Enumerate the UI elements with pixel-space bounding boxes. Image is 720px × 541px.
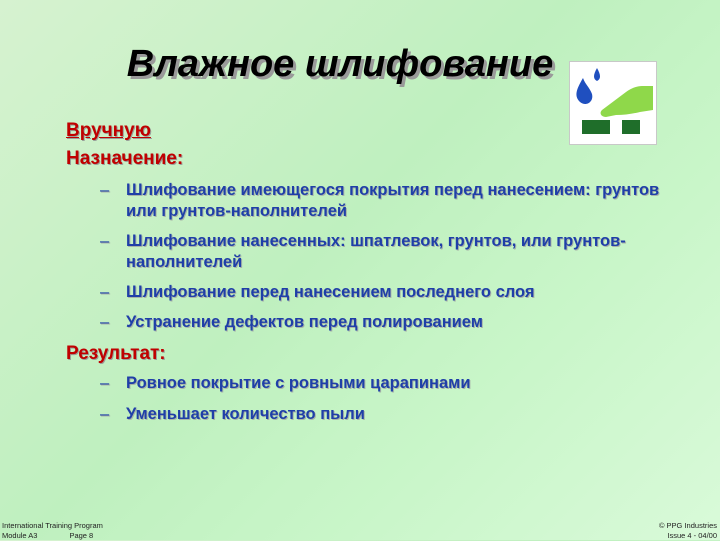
bullet-dash: – xyxy=(100,232,110,250)
water-drop-small-icon xyxy=(594,68,600,81)
list-item: – Шлифование перед нанесением последнего слоя xyxy=(100,283,535,301)
footer-left xyxy=(2,521,103,541)
bullet-dash: – xyxy=(100,374,110,392)
section-heading-manual: Вручную xyxy=(66,120,151,141)
slide-content xyxy=(66,120,666,425)
bullet-dash: – xyxy=(100,283,110,301)
list-item: – Устранение дефектов перед полированием xyxy=(100,313,483,331)
list-item: – Шлифование имеющегося покрытия перед нанесением: грунтов или грунтов-наполнителей xyxy=(100,181,660,220)
bullet-dash: – xyxy=(100,313,110,331)
footer-issue: Issue 4 - 04/00 xyxy=(667,531,717,540)
list-item: – Шлифование нанесенных: шпатлевок, грунтов, или грунтов-наполнителей xyxy=(100,232,626,271)
water-drop-icon xyxy=(576,78,592,104)
footer-program: International Training Program xyxy=(2,521,103,530)
list-item: – Ровное покрытие с ровными царапинами xyxy=(100,374,471,392)
purpose-list xyxy=(66,180,666,333)
slide-title: Влажное шлифование xyxy=(126,43,554,85)
result-list xyxy=(66,373,666,425)
bullet-dash: – xyxy=(100,181,110,199)
section-heading-purpose: Назначение: xyxy=(66,148,184,169)
footer-page: Page 8 xyxy=(69,531,94,540)
list-item: – Уменьшает количество пыли xyxy=(100,405,365,423)
section-heading-result: Результат: xyxy=(66,343,166,364)
hand-icon xyxy=(601,86,653,117)
bullet-dash: – xyxy=(100,405,110,423)
footer-right xyxy=(659,521,717,541)
footer-module: Module A3 xyxy=(2,531,38,540)
footer-copyright: © PPG Industries xyxy=(658,521,717,530)
